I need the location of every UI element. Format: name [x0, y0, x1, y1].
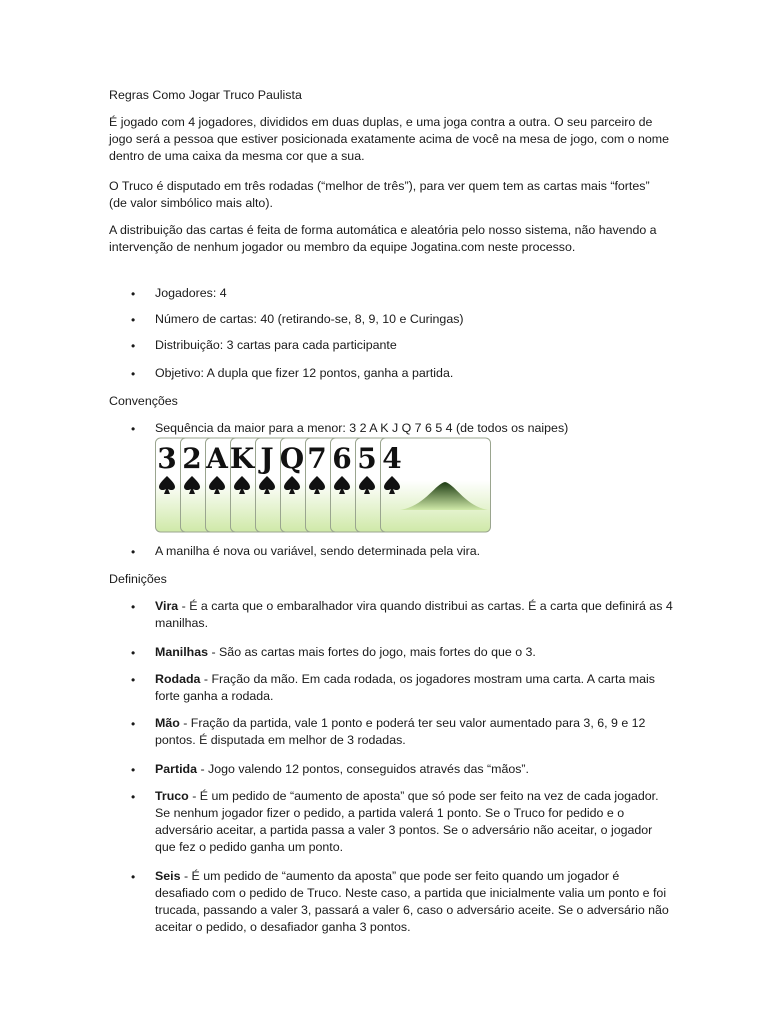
definition-term: Truco — [155, 789, 189, 803]
definition-term: Seis — [155, 869, 181, 883]
manilha-text: A manilha é nova ou variável, sendo determinada pela vira. — [155, 544, 481, 558]
definition-term: Rodada — [155, 672, 201, 686]
definition-text: - É um pedido de “aumento da aposta” que pode ser feito quando um jogador é desafiado com o pedido de Truco. Neste caso, a partida que inicialmente valia um ponto e foi trucada, passando a valer 3, passará a valer 6, caso o adversário aceite. Se o adversário não aceitar o pedido, o desafiador ganha 3 pontos. — [155, 869, 669, 934]
definition-term: Partida — [155, 762, 198, 776]
definition-seis — [155, 868, 675, 936]
fact-players: Jogadores: 4 — [155, 286, 227, 300]
definition-term: Mão — [155, 716, 180, 730]
bullet-icon — [131, 762, 141, 779]
card-rank-label: 5 — [357, 442, 377, 475]
bullet-icon — [131, 286, 141, 303]
card-rank-label: A — [206, 442, 228, 475]
card-rank-label: K — [229, 442, 255, 475]
definition-text: - Fração da partida, vale 1 ponto e poderá ter seu valor aumentado para 3, 6, 9 e 12 pontos. É disputada em melhor de 3 rodadas. — [155, 716, 646, 747]
definition-partida — [155, 761, 675, 778]
card-rank-label: 4 — [382, 442, 402, 475]
bullet-icon — [131, 421, 141, 438]
definitions-heading: Definições — [109, 572, 167, 586]
bullet-icon — [131, 789, 141, 806]
card-sequence-text: Sequência da maior para a menor: 3 2 A K J Q 7 6 5 4 (de todos os naipes) — [155, 421, 569, 435]
definition-manilhas — [155, 644, 675, 661]
card-rank-label: 7 — [307, 442, 327, 475]
intro-paragraph-2: O Truco é disputado em três rodadas (“melhor de três”), para ver quem tem as cartas mais “fortes” (de valor simbólico mais alto). — [109, 179, 650, 210]
playing-card-4 — [381, 438, 491, 532]
definition-vira — [155, 598, 675, 632]
definition-term: Vira — [155, 599, 179, 613]
definition-text: - Jogo valendo 12 pontos, conseguidos através das “mãos”. — [197, 762, 530, 776]
definition-text: - É um pedido de “aumento de aposta” que só pode ser feito na vez de cada jogador. Se nenhum jogador fizer o pedido, a partida valerá 1 ponto. Se o Truco for pedido e o adversário aceitar, a partida passa a valer 3 pontos. Se o adversário não aceitar, o jogador que fez o pedido ganha um ponto. — [155, 789, 659, 854]
definition-text: - São as cartas mais fortes do jogo, mais fortes do que o 3. — [208, 645, 536, 659]
card-rank-label: 6 — [332, 442, 352, 475]
bullet-icon — [131, 599, 141, 616]
bullet-icon — [131, 672, 141, 689]
card-sequence-image — [155, 437, 515, 533]
card-rank-label: Q — [279, 442, 305, 475]
card-rank-label: J — [260, 442, 274, 475]
bullet-icon — [131, 338, 141, 355]
bullet-icon — [131, 366, 141, 383]
definition-text: - É a carta que o embaralhador vira quando distribui as cartas. É a carta que definirá as 4 manilhas. — [155, 599, 673, 630]
bullet-icon — [131, 716, 141, 733]
bullet-icon — [131, 645, 141, 662]
fact-objective: Objetivo: A dupla que fizer 12 pontos, ganha a partida. — [155, 366, 454, 380]
conventions-heading: Convenções — [109, 394, 178, 408]
document-title: Regras Como Jogar Truco Paulista — [109, 88, 302, 102]
bullet-icon — [131, 312, 141, 329]
card-rank-label: 3 — [157, 442, 177, 475]
definition-rodada — [155, 671, 675, 705]
definition-term: Manilhas — [155, 645, 209, 659]
intro-paragraph-3: A distribuição das cartas é feita de forma automática e aleatória pelo nosso sistema, não havendo a intervenção de nenhum jogador ou membro da equipe Jogatina.com neste processo. — [109, 223, 657, 254]
definition-mao — [155, 715, 675, 749]
fact-card-count: Número de cartas: 40 (retirando-se, 8, 9, 10 e Curingas) — [155, 312, 464, 326]
definition-text: - Fração da mão. Em cada rodada, os jogadores mostram uma carta. A carta mais forte ganha a rodada. — [155, 672, 655, 703]
bullet-icon — [131, 544, 141, 561]
fact-distribution: Distribuição: 3 cartas para cada participante — [155, 338, 397, 352]
definition-truco — [155, 788, 675, 856]
intro-paragraph-1: É jogado com 4 jogadores, divididos em duas duplas, e uma joga contra a outra. O seu parceiro de jogo será a pessoa que estiver posicionada exatamente acima de você na mesa de jogo, com o nome dentro de uma caixa da mesma cor que a sua. — [109, 115, 669, 163]
card-rank-label: 2 — [182, 442, 202, 475]
bullet-icon — [131, 869, 141, 886]
